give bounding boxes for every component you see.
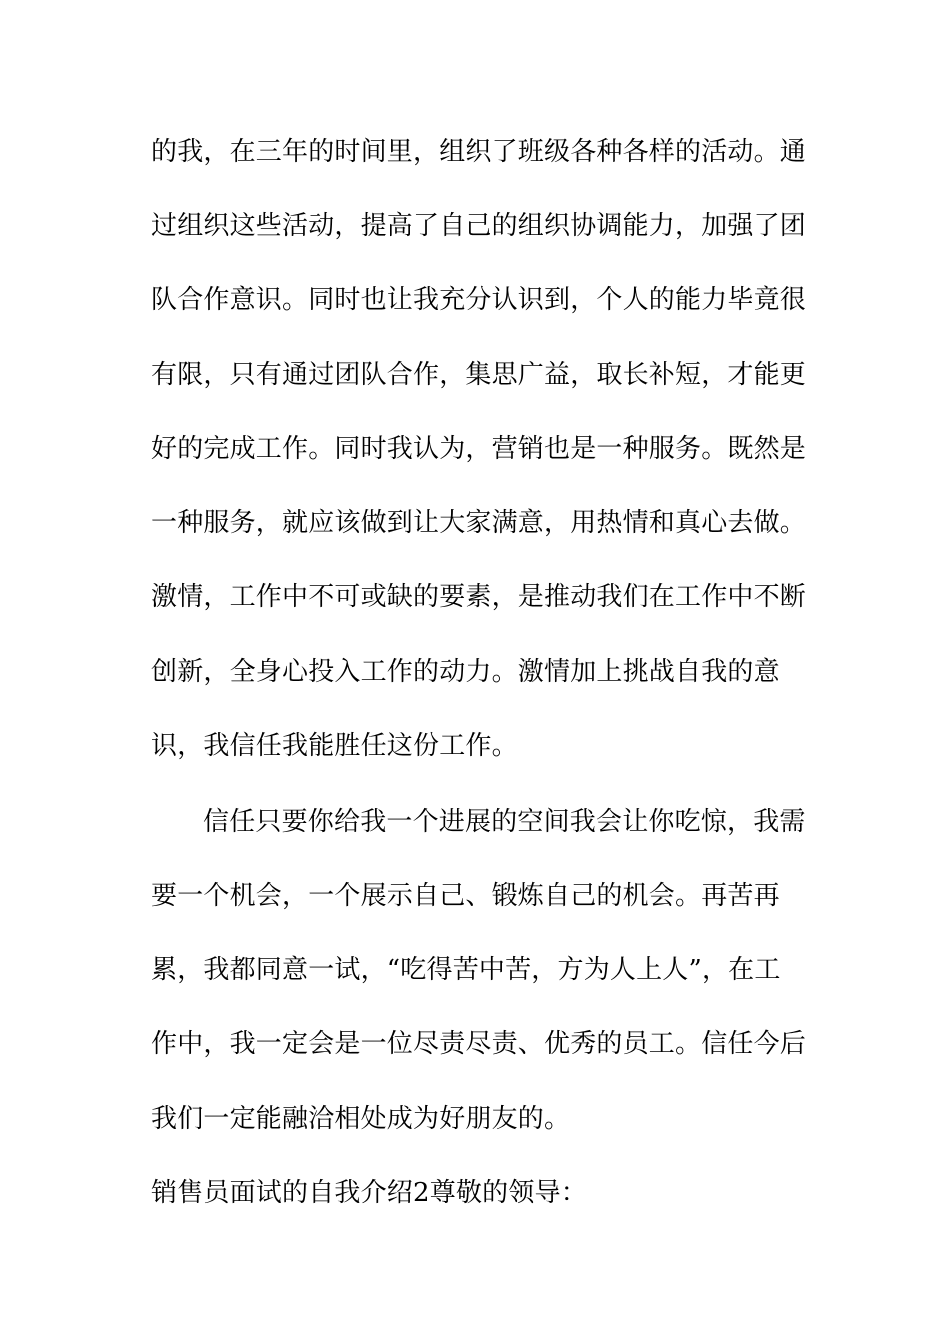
text-line-9: 识，我信任我能胜任这份工作。 — [151, 731, 518, 761]
text-line-6: 一种服务，就应该做到让大家满意，用热情和真心去做。 — [151, 508, 807, 538]
text-line-3: 队合作意识。同时也让我充分认识到，个人的能力毕竟很 — [151, 285, 807, 315]
text-line-11: 要一个机会，一个展示自己、锻炼自己的机会。再苦再 — [151, 881, 780, 911]
text-line-2: 过组织这些活动，提高了自己的组织协调能力，加强了团 — [151, 211, 807, 241]
text-line-12: 累，我都同意一试，“吃得苦中苦，方为人上人”，在工 — [151, 955, 781, 985]
text-line-10: 信任只要你给我一个进展的空间我会让你吃惊，我需 — [203, 807, 806, 837]
text-line-8: 创新，全身心投入工作的动力。激情加上挑战自我的意 — [151, 657, 780, 687]
text-line-7: 激情，工作中不可或缺的要素，是推动我们在工作中不断 — [151, 582, 807, 612]
text-line-14: 我们一定能融洽相处成为好朋友的。 — [151, 1104, 571, 1134]
text-line-13: 作中，我一定会是一位尽责尽责、优秀的员工。信任今后 — [151, 1029, 807, 1059]
section-heading: 销售员面试的自我介绍2尊敬的领导： — [151, 1178, 587, 1208]
text-line-5: 好的完成工作。同时我认为，营销也是一种服务。既然是 — [151, 434, 807, 464]
text-line-4: 有限，只有通过团队合作，集思广益，取长补短，才能更 — [151, 360, 807, 390]
text-line-1: 的我，在三年的时间里，组织了班级各种各样的活动。通 — [151, 137, 807, 167]
